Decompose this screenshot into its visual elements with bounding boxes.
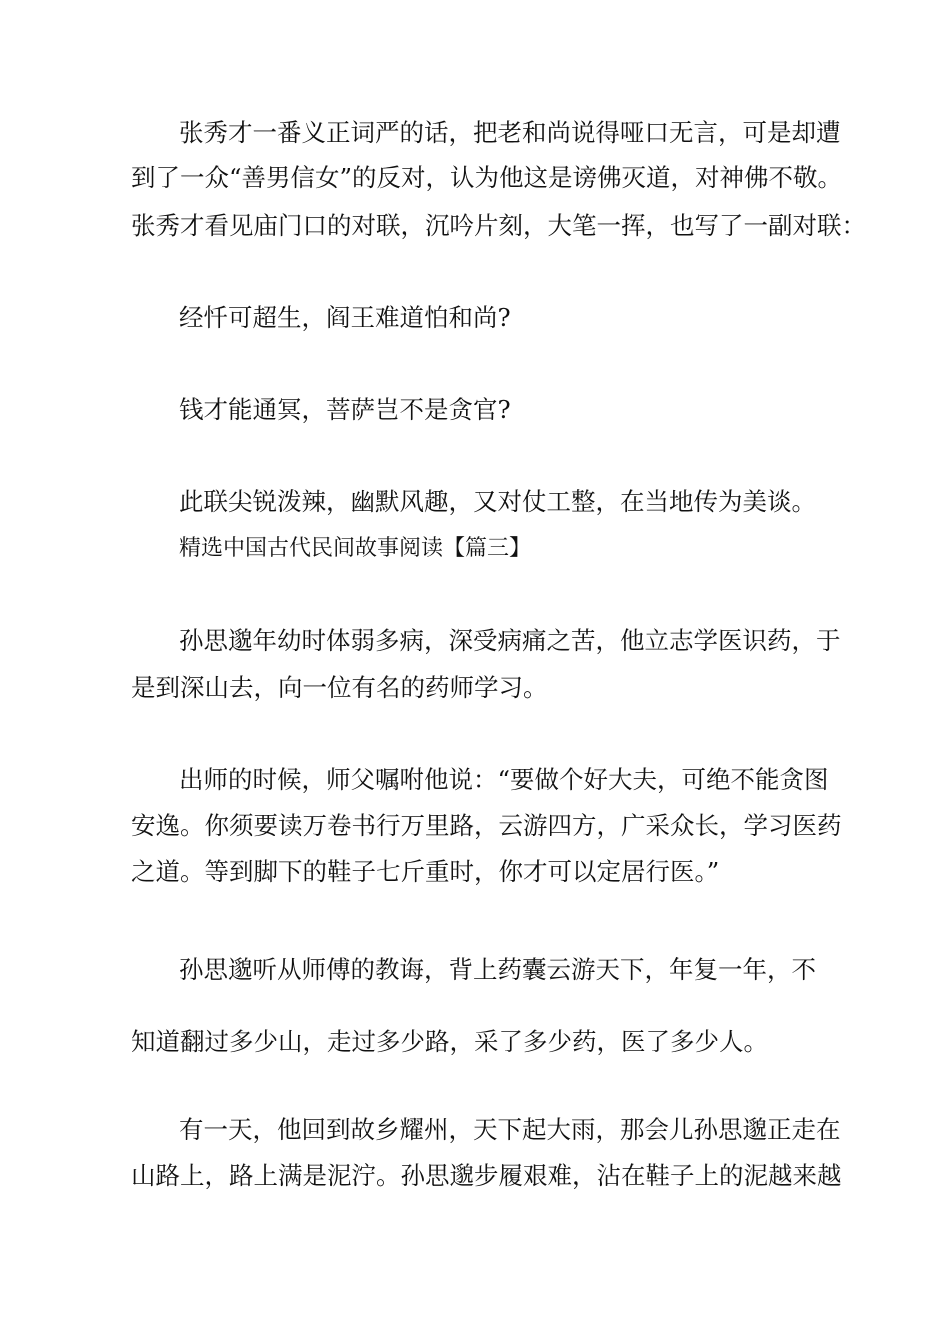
couplet-line-2: 钱才能通冥，菩萨岂不是贪官?: [179, 395, 511, 424]
paragraph-line: 张秀才看见庙门口的对联，沉吟片刻，大笔一挥，也写了一副对联：: [131, 211, 866, 240]
paragraph-line: 此联尖锐泼辣，幽默风趣，又对仗工整，在当地传为美谈。: [179, 487, 816, 516]
paragraph-line: 有一天，他回到故乡耀州，天下起大雨，那会儿孙思邈正走在: [179, 1115, 841, 1144]
paragraph-line: 之道。等到脚下的鞋子七斤重时，你才可以定居行医。”: [131, 857, 720, 886]
paragraph-line: 山路上，路上满是泥泞。孙思邈步履艰难，沾在鞋子上的泥越来越: [131, 1161, 842, 1190]
paragraph-line: 知道翻过多少山，走过多少路，采了多少药，医了多少人。: [131, 1027, 768, 1056]
paragraph-line: 孙思邈年幼时体弱多病，深受病痛之苦，他立志学医识药，于: [179, 626, 841, 655]
paragraph-line: 到了一众“善男信女”的反对，认为他这是谤佛灭道，对神佛不敬。: [131, 163, 843, 192]
paragraph-line: 孙思邈听从师傅的教诲，背上药囊云游天下，年复一年，不: [179, 955, 816, 984]
paragraph-line: 是到深山去，向一位有名的药师学习。: [131, 673, 548, 702]
paragraph-line: 安逸。你须要读万卷书行万里路，云游四方，广采众长，学习医药: [131, 811, 842, 840]
paragraph-line: 张秀才一番义正词严的话，把老和尚说得哑口无言，可是却遭: [179, 118, 841, 147]
section-heading: 精选中国古代民间故事阅读【篇三】: [179, 536, 532, 561]
paragraph-line: 出师的时候，师父嘱咐他说：“要做个好大夫，可绝不能贪图: [179, 765, 829, 794]
couplet-line-1: 经忏可超生，阎王难道怕和尚?: [179, 303, 511, 332]
